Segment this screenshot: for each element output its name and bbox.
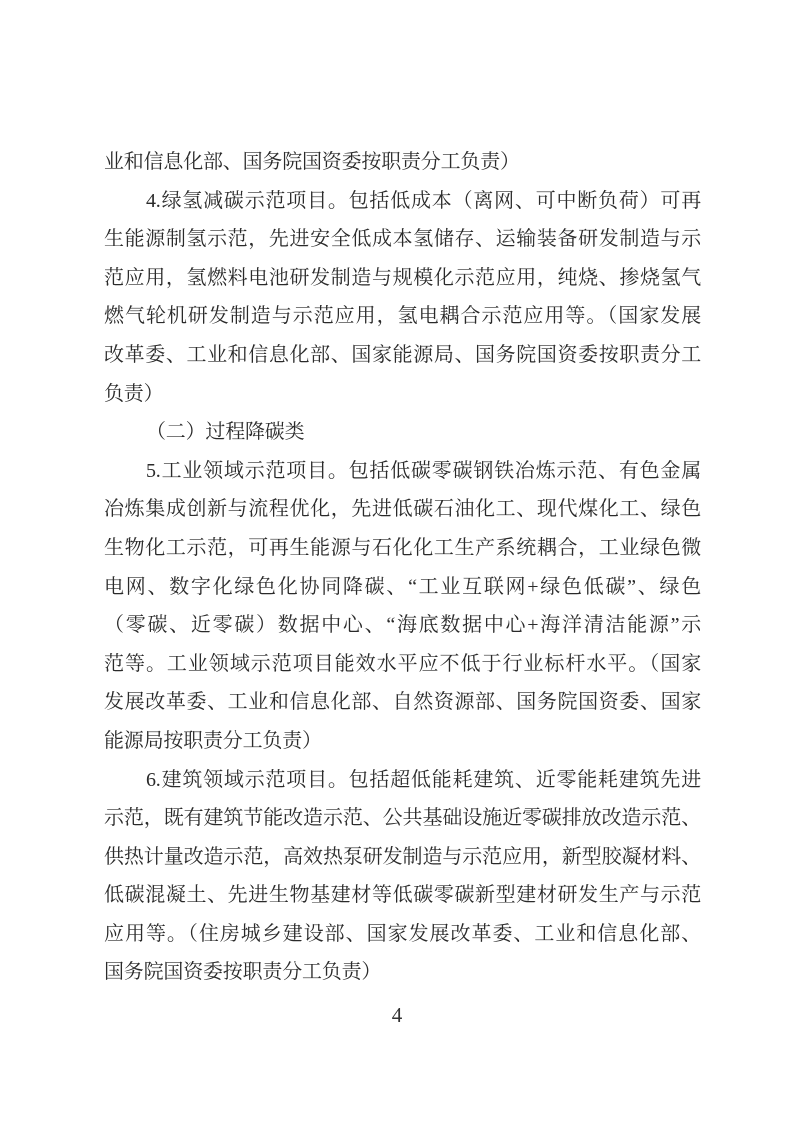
text-line: 燃气轮机研发制造与示范应用，氢电耦合示范应用等。（国家发展 bbox=[104, 305, 701, 328]
text-line: 低碳混凝土、先进生物基建材等低碳零碳新型建材研发生产与示范 bbox=[104, 884, 701, 907]
text-line: 负责） bbox=[104, 382, 164, 405]
text-line: 生能源制氢示范，先进安全低成本氢储存、运输装备研发制造与示 bbox=[104, 228, 701, 251]
text-line: 能源局按职责分工负责） bbox=[104, 729, 322, 752]
text-line: 发展改革委、工业和信息化部、自然资源部、国务院国资委、国家 bbox=[104, 691, 701, 714]
text-line: （零碳、近零碳）数据中心、“海底数据中心+海洋清洁能源”示 bbox=[104, 614, 701, 637]
text-line: 电网、数字化绿色化协同降碳、“工业互联网+绿色低碳”、绿色 bbox=[104, 575, 701, 598]
text-line: 示范，既有建筑节能改造示范、公共基础设施近零碳排放改造示范、 bbox=[104, 807, 701, 830]
text-line: 业和信息化部、国务院国资委按职责分工负责） bbox=[104, 151, 520, 173]
document-body bbox=[104, 143, 701, 992]
text-line: 改革委、工业和信息化部、国家能源局、国务院国资委按职责分工 bbox=[104, 343, 701, 366]
text-line: 范应用，氢燃料电池研发制造与规模化示范应用，纯烧、掺烧氢气 bbox=[104, 266, 701, 289]
text-line: 国务院国资委按职责分工负责） bbox=[104, 961, 382, 984]
text-line: 供热计量改造示范，高效热泵研发制造与示范应用，新型胶凝材料、 bbox=[104, 845, 701, 868]
text-line: （二）过程降碳类 bbox=[146, 421, 305, 444]
text-line: 5.工业领域示范项目。包括低碳零碳钢铁冶炼示范、有色金属 bbox=[146, 459, 701, 482]
text-line: 生物化工示范，可再生能源与石化化工生产系统耦合，工业绿色微 bbox=[104, 536, 701, 559]
text-line: 4.绿氢减碳示范项目。包括低成本（离网、可中断负荷）可再 bbox=[146, 189, 701, 212]
text-line: 应用等。（住房城乡建设部、国家发展改革委、工业和信息化部、 bbox=[104, 922, 701, 945]
text-line: 冶炼集成创新与流程优化，先进低碳石油化工、现代煤化工、绿色 bbox=[104, 498, 701, 521]
text-line: 6.建筑领域示范项目。包括超低能耗建筑、近零能耗建筑先进 bbox=[146, 768, 701, 791]
text-line: 范等。工业领域示范项目能效水平应不低于行业标杆水平。（国家 bbox=[104, 652, 701, 675]
page-number: 4 bbox=[391, 1003, 403, 1027]
